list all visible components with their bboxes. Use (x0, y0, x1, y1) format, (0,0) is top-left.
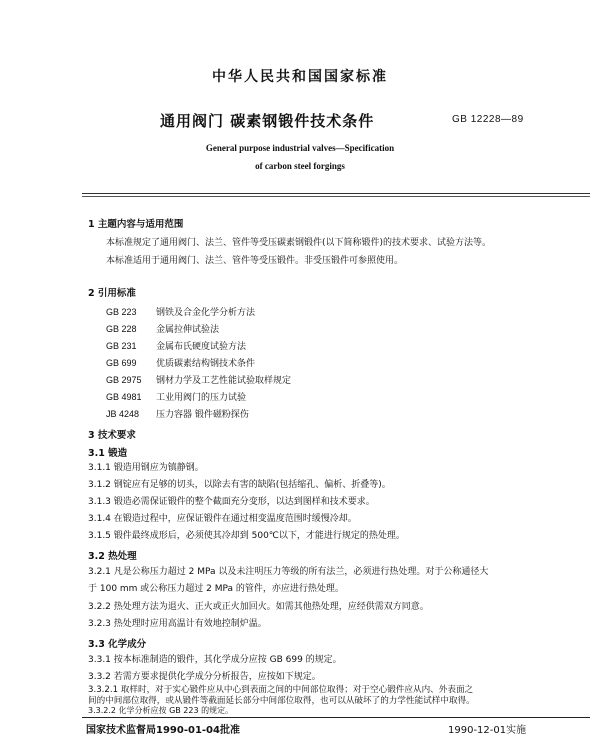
reference-code: GB 2975 (106, 375, 142, 385)
clause-3-3-1: 3.3.1 按本标准制造的锻件，其化学成分应按 GB 699 的规定。 (88, 655, 342, 665)
section-1-heading: 1 主题内容与适用范围 (88, 219, 184, 230)
subsection-3-2-heading: 3.2 热处理 (88, 551, 137, 562)
section-1-paragraph-2: 本标准适用于通用阀门、法兰、管件等受压锻件。非受压锻件可参照使用。 (106, 256, 404, 266)
clause-3-1-2: 3.1.2 钢锭应有足够的切头，以除去有害的缺陷(包括缩孔、偏析、折叠等)。 (88, 480, 391, 490)
clause-3-1-5: 3.1.5 锻件最终成形后，必须使其冷却到 500℃以下，才能进行规定的热处理。 (88, 531, 405, 541)
subsection-3-3-heading: 3.3 化学成分 (88, 639, 147, 650)
header-divider-secondary (82, 196, 590, 197)
standard-code: GB 12228—89 (452, 114, 524, 125)
reference-title: 优质碳素结构钢技术条件 (156, 359, 256, 369)
reference-title: 压力容器 锻件磁粉探伤 (156, 410, 249, 420)
document-title-en-line2: of carbon steel forgings (255, 161, 345, 171)
reference-code: GB 4981 (106, 392, 142, 402)
reference-code: JB 4248 (106, 409, 140, 419)
reference-item (106, 407, 249, 420)
section-1-paragraph-1: 本标准规定了通用阀门、法兰、管件等受压碳素钢锻件(以下简称锻件)的技术要求、试验方法等。 (106, 238, 492, 248)
clause-3-1-4: 3.1.4 在锻造过程中，应保证锻件在通过相变温度范围时缓慢冷却。 (88, 514, 357, 524)
reference-item (106, 373, 291, 386)
reference-title: 金属布氏硬度试验方法 (156, 342, 247, 352)
clause-3-2-2: 3.2.2 热处理方法为退火、正火或正火加回火。如需其他热处理，应经供需双方同意。 (88, 602, 429, 612)
clause-3-3-2-1-line-2: 间的中间部位取得，或从锻件等截面延长部分中间部位取得，也可以从破坏了的力学性能试样中取得。 (88, 696, 475, 706)
section-3-heading: 3 技术要求 (88, 430, 136, 441)
approval-note: 国家技术监督局1990-01-04批准 (86, 725, 240, 736)
clause-3-2-1-line-1: 3.2.1 凡是公称压力超过 2 MPa 以及未注明压力等级的所有法兰，必须进行热处理。对于公称通径大 (88, 567, 489, 577)
reference-title: 钢材力学及工艺性能试验取样规定 (156, 376, 292, 386)
reference-code: GB 223 (106, 307, 137, 317)
reference-code: GB 231 (106, 341, 137, 351)
document-title-en-line1: General purpose industrial valves—Specification (205, 143, 395, 153)
clause-3-2-3: 3.2.3 热处理时应用高温计有效地控制炉温。 (88, 619, 267, 629)
reference-item (106, 305, 255, 318)
reference-item (106, 390, 246, 403)
reference-title: 钢铁及合金化学分析方法 (156, 308, 256, 318)
reference-item (106, 356, 255, 369)
header-divider (82, 193, 590, 194)
implementation-date: 1990-12-01实施 (448, 725, 527, 736)
section-2-heading: 2 引用标准 (88, 288, 136, 299)
reference-item (106, 322, 219, 335)
clause-3-3-2: 3.3.2 若需方要求提供化学成分分析报告，应按如下规定。 (88, 672, 321, 682)
document-title-cn: 通用阀门 碳素钢锻件技术条件 (160, 112, 375, 130)
clause-3-3-2-2: 3.3.2.2 化学分析应按 GB 223 的规定。 (88, 706, 234, 715)
footer-divider (82, 717, 590, 718)
reference-code: GB 228 (106, 324, 137, 334)
reference-item (106, 339, 246, 352)
national-standard-heading: 中华人民共和国国家标准 (212, 69, 388, 85)
clause-3-3-2-1-line-1: 3.3.2.1 取样时，对于实心锻件应从中心到表面之间的中间部位取得；对于空心锻件应从内、外表面之 (88, 685, 474, 695)
reference-title: 工业用阀门的压力试验 (156, 393, 247, 403)
clause-3-1-1: 3.1.1 锻造用钢应为镇静钢。 (88, 463, 204, 473)
clause-3-1-3: 3.1.3 锻造必需保证锻件的整个截面充分变形，以达到图样和技术要求。 (88, 497, 375, 507)
reference-code: GB 699 (106, 358, 137, 368)
subsection-3-1-heading: 3.1 锻造 (88, 448, 128, 459)
reference-title: 金属拉伸试验法 (156, 325, 220, 335)
clause-3-2-1-line-2: 于 100 mm 或公称压力超过 2 MPa 的管件，亦应进行热处理。 (88, 584, 344, 594)
